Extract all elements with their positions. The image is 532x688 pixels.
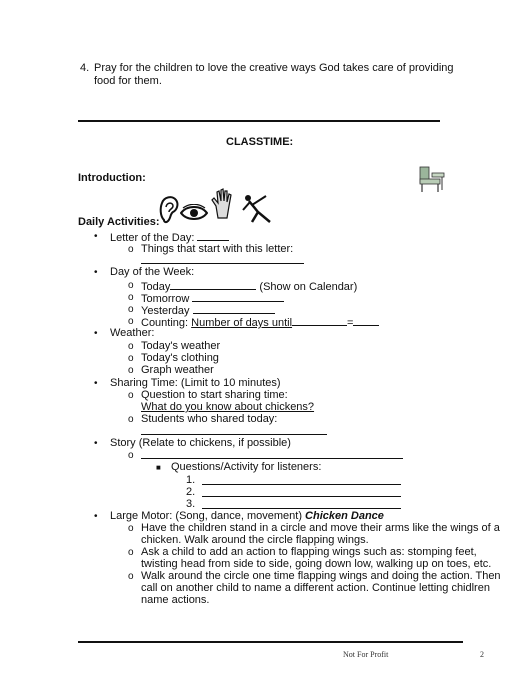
counting-blank [292, 315, 347, 326]
circle-bullet: o [128, 341, 134, 352]
weather-item: Graph weather [141, 364, 214, 376]
circle-bullet: o [128, 571, 134, 582]
motor-step-3-line-1: Walk around the circle one time flapping wings and doing the action. Then [141, 570, 501, 582]
students-shared-blank [141, 425, 327, 435]
weather-label: Weather: [110, 327, 155, 339]
weather-item: Today's weather [141, 340, 221, 352]
circle-bullet: o [128, 316, 134, 327]
circle-bullet: o [128, 244, 134, 255]
square-bullet: ■ [156, 463, 161, 472]
footer-divider [78, 641, 463, 643]
daily-activities-heading: Daily Activities: [78, 216, 160, 228]
counting-equals: = [347, 317, 354, 329]
motor-step-1-line-1: Have the children stand in a circle and move their arms like the wings of a [141, 522, 500, 534]
story-questions-label: Questions/Activity for listeners: [171, 461, 322, 473]
chicken-dance-title: Chicken Dance [305, 510, 384, 522]
motor-step-2-line-1: Ask a child to add an action to flapping wings such as: stomping feet, [141, 546, 477, 558]
circle-bullet: o [128, 414, 134, 425]
counting-result-blank [353, 315, 379, 326]
weather-item: Today's clothing [141, 352, 219, 364]
ear-icon [158, 194, 180, 226]
prayer-line-1: Pray for the children to love the creative ways God takes care of providing [94, 62, 454, 74]
motor-step-3-line-2: call on another child to name a different action. Continue letting chidlren [141, 582, 490, 594]
motor-step-1-line-2: chicken. Walk around the circle flapping wings. [141, 534, 369, 546]
today-label: Today [141, 281, 171, 293]
circle-bullet: o [128, 547, 134, 558]
letter-of-day-label: Letter of the Day: [110, 232, 195, 244]
letter-things-label: Things that start with this letter: [141, 243, 294, 255]
circle-bullet: o [128, 450, 134, 461]
story-title-blank [141, 449, 403, 459]
bullet: • [94, 231, 98, 242]
bullet: • [94, 378, 98, 389]
large-motor-label: Large Motor: (Song, dance, movement) [110, 510, 306, 522]
circle-bullet: o [128, 523, 134, 534]
question-blank [202, 498, 401, 509]
counting-days-until: Number of days until [191, 317, 293, 329]
question-blank [202, 486, 401, 497]
yesterday-blank [193, 303, 275, 314]
day-of-week-label: Day of the Week: [110, 266, 195, 278]
letter-things-blank [141, 254, 304, 264]
circle-bullet: o [128, 292, 134, 303]
letter-blank [197, 230, 229, 241]
eye-icon [180, 204, 208, 222]
tomorrow-label: Tomorrow [141, 293, 190, 305]
classroom-chair-icon [416, 165, 448, 193]
tomorrow-blank [192, 291, 284, 302]
circle-bullet: o [128, 280, 134, 291]
counting-item [141, 315, 379, 330]
introduction-heading: Introduction: [78, 172, 146, 184]
hand-icon [210, 188, 236, 220]
sharing-question-label: Question to start sharing time: [141, 389, 288, 401]
bullet: • [94, 438, 98, 449]
bullet: • [94, 328, 98, 339]
story-label: Story (Relate to chickens, if possible) [110, 437, 291, 449]
prayer-line-2: food for them. [94, 75, 162, 87]
sharing-time-label: Sharing Time: (Limit to 10 minutes) [110, 377, 281, 389]
circle-bullet: o [128, 304, 134, 315]
stretching-figure-icon [240, 192, 276, 224]
question-number: 1. [186, 474, 196, 486]
circle-bullet: o [128, 365, 134, 376]
question-blank [202, 474, 401, 485]
sharing-question: What do you know about chickens? [141, 401, 315, 413]
section-divider [78, 120, 440, 122]
yesterday-label: Yesterday [141, 305, 190, 317]
question-number: 3. [186, 498, 196, 510]
motor-step-2-line-2: twisting head from side to side, going down low, walking up on toes, etc. [141, 558, 492, 570]
counting-label: Counting: [141, 317, 192, 329]
prayer-number: 4. [80, 62, 90, 74]
students-shared-label: Students who shared today: [141, 413, 278, 425]
question-number: 2. [186, 486, 196, 498]
page-number: 2 [480, 650, 484, 659]
footer-text: Not For Profit [343, 650, 389, 659]
circle-bullet: o [128, 353, 134, 364]
section-title: CLASSTIME: [226, 136, 294, 148]
motor-step-3-line-3: name actions. [141, 594, 210, 606]
bullet: • [94, 511, 98, 522]
bullet: • [94, 267, 98, 278]
today-note: (Show on Calendar) [259, 281, 358, 293]
today-blank [170, 279, 256, 290]
circle-bullet: o [128, 390, 134, 401]
